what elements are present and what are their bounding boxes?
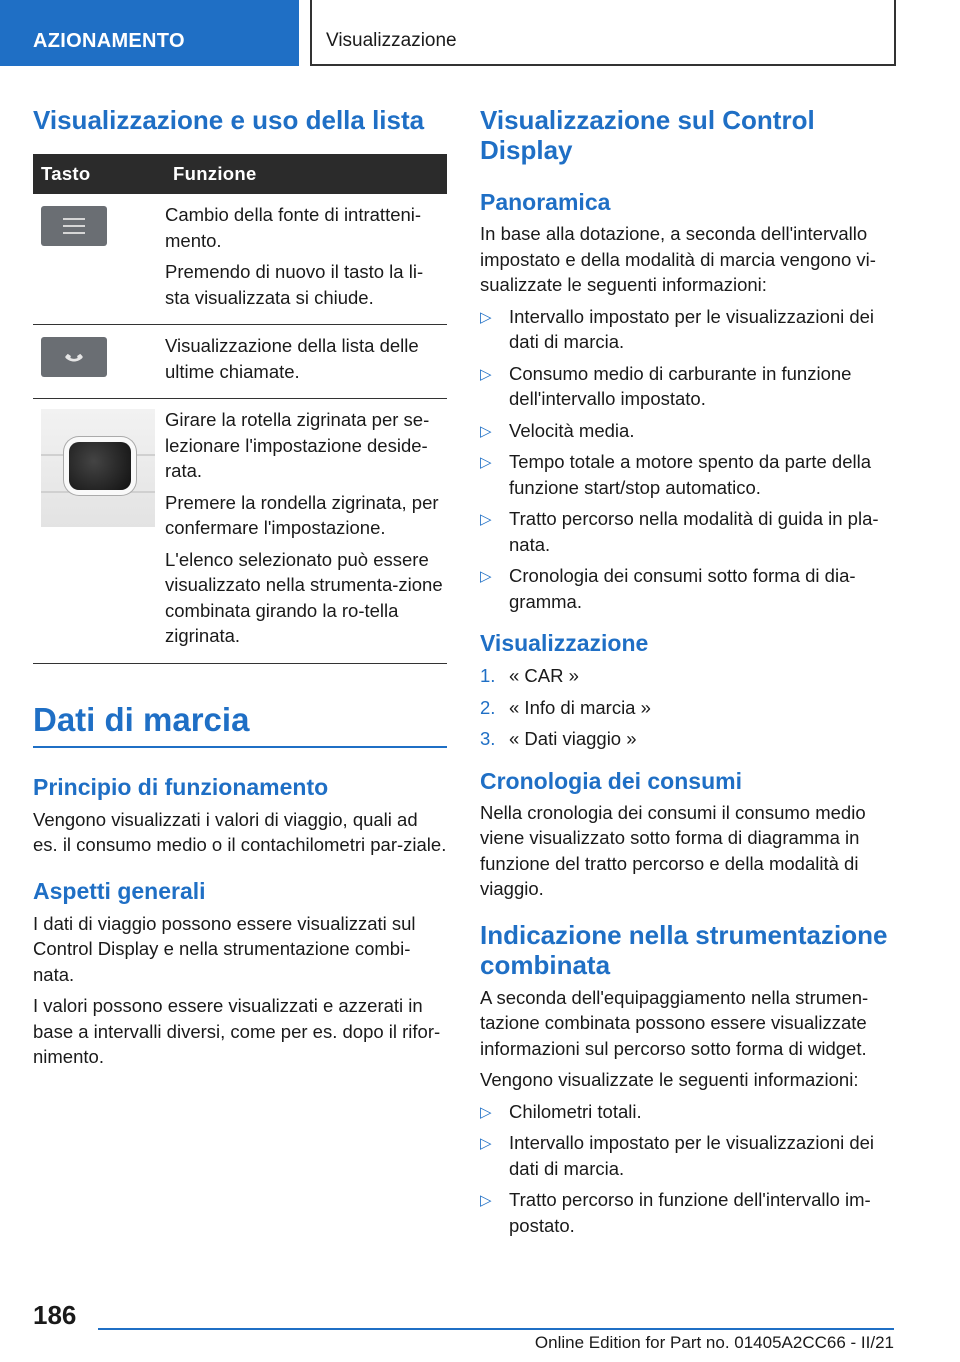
list-item bbox=[480, 1187, 894, 1238]
step-text: « Info di marcia » bbox=[509, 696, 651, 718]
function-cell bbox=[165, 399, 447, 664]
header-divider bbox=[310, 0, 312, 66]
indicazione-text-1: A seconda dell'equipaggiamento nella strumen-tazione combinata possono essere visualizzate informazioni sul percorso sotto forma di widget. bbox=[480, 986, 869, 1059]
step-item bbox=[480, 663, 894, 689]
triangle-bullet-icon: ▷ bbox=[480, 511, 492, 528]
triangle-bullet-icon: ▷ bbox=[480, 1103, 492, 1121]
list-item bbox=[480, 304, 894, 355]
indicazione-heading: Indicazione nella strumentazione combinata bbox=[480, 919, 888, 980]
table-header-row bbox=[33, 154, 447, 194]
list-menu-icon bbox=[41, 206, 107, 246]
step-text: « CAR » bbox=[509, 665, 579, 686]
list-item bbox=[480, 449, 894, 500]
function-cell bbox=[165, 194, 447, 325]
list-item bbox=[480, 418, 894, 444]
function-text: Premere la rondella zigrinata, per confermare l'impostazione. bbox=[165, 491, 439, 538]
principio-heading: Principio di funzionamento bbox=[33, 773, 329, 800]
col-function-header: Funzione bbox=[165, 154, 447, 194]
list-item bbox=[480, 563, 894, 614]
step-item bbox=[480, 695, 894, 721]
steps-list bbox=[480, 663, 894, 752]
indicazione-list bbox=[480, 1099, 894, 1239]
function-text: Premendo di nuovo il tasto la li-sta visualizzata si chiude. bbox=[165, 261, 424, 308]
step-number: 2. bbox=[480, 696, 496, 718]
left-column bbox=[33, 105, 447, 1070]
cronologia-text: Nella cronologia dei consumi il consumo medio viene visualizzato sotto forma di diagramma in funzione del tratto percorso e della modalità di viaggio. bbox=[480, 801, 866, 899]
triangle-bullet-icon: ▷ bbox=[480, 454, 492, 471]
dati-heading: Dati di marcia bbox=[33, 700, 250, 738]
step-number: 3. bbox=[480, 728, 496, 749]
triangle-bullet-icon: ▷ bbox=[480, 568, 492, 585]
aspetti-text-1: I dati di viaggio possono essere visualizzati sul Control Display e nella strumentazione combi-nata. bbox=[33, 912, 416, 985]
step-text: « Dati viaggio » bbox=[509, 728, 637, 749]
table-row bbox=[33, 194, 447, 325]
section-label: AZIONAMENTO bbox=[33, 30, 185, 52]
page-number: 186 bbox=[33, 1300, 77, 1330]
principio-text: Vengono visualizzati i valori di viaggio, quali ad es. il consumo medio o il contachilometri par-ziale. bbox=[33, 808, 447, 855]
visualizzazione-heading: Visualizzazione bbox=[480, 630, 649, 656]
key-cell bbox=[33, 194, 165, 325]
step-number: 1. bbox=[480, 665, 496, 686]
key-function-table bbox=[33, 154, 447, 664]
list-item bbox=[480, 361, 894, 412]
panoramica-list bbox=[480, 304, 894, 615]
triangle-bullet-icon: ▷ bbox=[480, 422, 492, 440]
section-tab bbox=[0, 0, 299, 66]
triangle-bullet-icon: ▷ bbox=[480, 365, 492, 383]
aspetti-heading: Aspetti generali bbox=[33, 877, 206, 904]
page-title: Visualizzazione bbox=[326, 30, 457, 51]
list-item-text: Chilometri totali. bbox=[509, 1100, 642, 1122]
triangle-bullet-icon: ▷ bbox=[480, 308, 492, 326]
function-text: Girare la rotella zigrinata per se-lezionare l'impostazione deside-rata. bbox=[165, 409, 430, 481]
key-cell bbox=[33, 325, 165, 399]
list-item-text: Intervallo impostato per le visualizzazioni dei dati di marcia. bbox=[509, 305, 875, 352]
col-key-header: Tasto bbox=[33, 154, 165, 194]
thumbwheel-image bbox=[41, 409, 155, 527]
list-item-text: Tratto percorso nella modalità di guida in pla-nata. bbox=[509, 508, 879, 555]
function-cell bbox=[165, 325, 447, 399]
list-item bbox=[480, 506, 894, 557]
key-cell bbox=[33, 399, 165, 664]
right-column bbox=[480, 105, 894, 1244]
step-item bbox=[480, 726, 894, 752]
cronologia-heading: Cronologia dei consumi bbox=[480, 767, 742, 794]
list-item-text: Consumo medio di carburante in funzione dell'intervallo impostato. bbox=[509, 362, 852, 409]
table-row bbox=[33, 325, 447, 399]
function-text: Visualizzazione della lista delle ultime chiamate. bbox=[165, 335, 419, 382]
panoramica-text: In base alla dotazione, a seconda dell'intervallo impostato e della modalità di marcia vengono vi-sualizzate le seguenti informazioni: bbox=[480, 223, 876, 295]
list-item bbox=[480, 1130, 894, 1181]
triangle-bullet-icon: ▷ bbox=[480, 1135, 492, 1152]
control-display-heading: Visualizzazione sul Control Display bbox=[480, 105, 815, 165]
aspetti-text-2: I valori possono essere visualizzati e azzerati in base a intervalli diversi, come per es. dopo il rifor-nimento. bbox=[33, 995, 441, 1067]
list-item-text: Intervallo impostato per le visualizzazioni dei dati di marcia. bbox=[509, 1132, 875, 1179]
footer-rule bbox=[98, 1328, 894, 1330]
list-heading: Visualizzazione e uso della lista bbox=[33, 105, 425, 135]
phone-icon bbox=[41, 337, 107, 377]
function-text: L'elenco selezionato può essere visualizzato nella strumenta-zione combinata girando la ro-tella zigrinata. bbox=[165, 548, 443, 646]
edition-text: Online Edition for Part no. 01405A2CC66 - II/21 bbox=[534, 1333, 894, 1352]
list-item-text: Tratto percorso in funzione dell'intervallo im-postato. bbox=[509, 1189, 871, 1236]
dati-rule bbox=[33, 746, 447, 748]
function-text: Cambio della fonte di intratteni-mento. bbox=[165, 204, 422, 251]
panoramica-heading: Panoramica bbox=[480, 189, 611, 215]
list-item-text: Tempo totale a motore spento da parte della funzione start/stop automatico. bbox=[509, 451, 872, 498]
indicazione-text-2: Vengono visualizzate le seguenti informazioni: bbox=[480, 1069, 859, 1090]
triangle-bullet-icon: ▷ bbox=[480, 1192, 492, 1209]
list-item-text: Velocità media. bbox=[509, 419, 635, 441]
table-row bbox=[33, 399, 447, 664]
list-item bbox=[480, 1099, 894, 1125]
list-item-text: Cronologia dei consumi sotto forma di dia-gramma. bbox=[509, 565, 856, 612]
